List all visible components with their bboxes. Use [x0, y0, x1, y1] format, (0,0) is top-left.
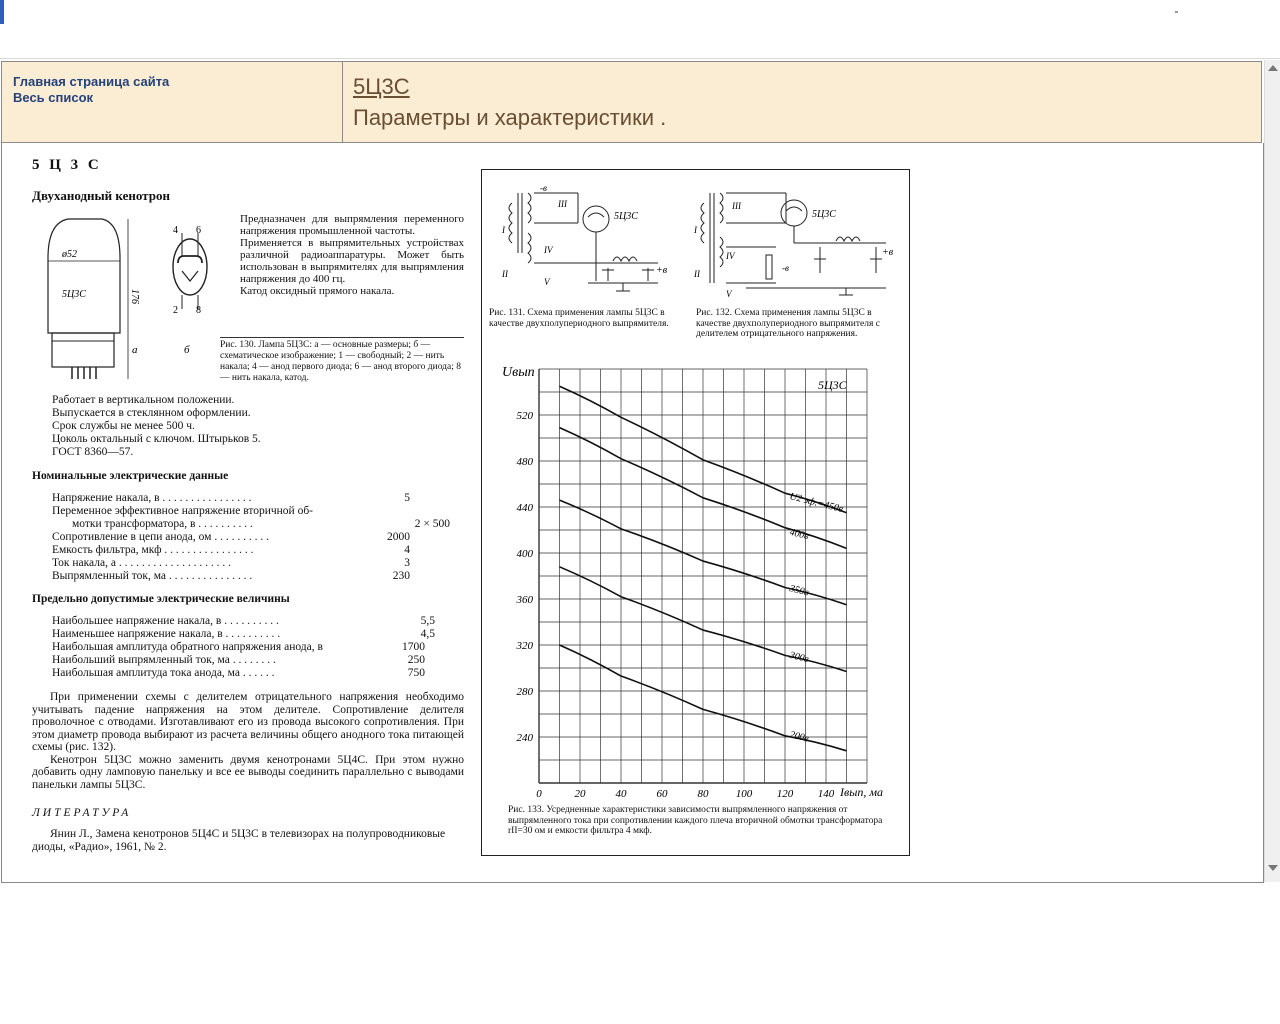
pin-6: 6	[196, 225, 201, 236]
info-line: ГОСТ 8360—57.	[52, 446, 134, 458]
winding-V-132: V	[726, 289, 732, 299]
plus-b-131: +в	[656, 265, 668, 276]
page-subtitle: Параметры и характеристики .	[353, 105, 667, 130]
purpose-3: Катод оксидный прямого накала.	[240, 285, 395, 297]
top-dot	[1175, 11, 1178, 13]
tube-type: Двуханодный кенотрон	[32, 188, 170, 203]
drawing-tube-label: 5Ц3С	[62, 289, 86, 300]
label-b: б	[184, 344, 190, 356]
scroll-up-arrow-icon[interactable]	[1268, 65, 1278, 71]
tube-label-132: 5Ц3С	[812, 209, 836, 220]
y-tick-label: 240	[516, 732, 533, 744]
winding-I-131: I	[502, 225, 505, 235]
series-label: 350в	[788, 583, 810, 599]
notes-text	[32, 691, 464, 791]
y-tick-label: 400	[516, 548, 533, 560]
note-1: При применении схемы с делителем отрицательного напряжения необходимо учитывать падение напряжения на этом делителе. Сопротивление делителя проволочное с отводами. Изготавливают его из провода высокого сопротивления. При этом диаметр провода выбирают из расчета величины общего анодного тока питающей схемы (рис. 132).	[32, 691, 464, 753]
info-line: Срок службы не менее 500 ч.	[52, 420, 195, 432]
chart-tube-tag: 5Ц3С	[818, 378, 847, 392]
literature-heading: ЛИТЕРАТУРА	[32, 807, 132, 819]
datasheet-scan: 5 Ц 3 С Двуханодный кенотрон ø52 5Ц3С 176 а 4 6 2 8 б Предназначен для выпрямления переменного напряжения промышленной частоты. Применяется в выпрямительных устройствах различной радиоаппаратуры. Может быть использован в выпрямителях для выпрямления напряжения до 400 гц. Катод оксидный прямого накала. Рис. 130. Лампа 5Ц3С: а — основные размеры; б — схематическое изображение; 1 — свободный; 2 — нить накала; 4 — анод первого диода; 6 — анод второго диода; 8 — нить накала, катод. Работает в вертикальном положении. Выпускается в стеклянном оформлении. Срок службы не менее 500 ч. Цоколь октальный с ключом. Штырьков 5. ГОСТ 8360—57. Номинальные электрические данные Напряжение накала, в . . . . . . . . . . . . . . . . 5 Переменное эффективное напряжение вторичной об- мотки трансформатора, в . . . . . . . . . . 2 × 500 Сопротивление в цепи анода, ом . . . . . . . . . . 2000 Емкость фильтра, мкф . . . . . . . . . . . . . . . . 4 Ток накала, а . . . . . . . . . . . . . . . . . . . . 3 Выпрямленный ток, ма . . . . . . . . . . . . . . . 230 Предельно допустимые электрические величины Наибольшее напряжение накала, в . . . . . . . . . . 5,5 Наименьшее напряжение накала, в . . . . . . . . . . 4,5 Наибольшая амплитуда обратного напряжения анода, в 1700 Наибольший выпрямленный ток, ма . . . . . . . . 250 Наибольшая амплитуда тока анода, ма . . . . . . 750 При применении схемы с делителем отрицательного напряжения необходимо учитывать падение напряжения на этом делителе. Сопротивление делителя проволочное с отводами. Изготавливают его из провода высокого сопротивления. При этом диаметр провода выбирают из расчета величины общего анодного тока питающей схемы (рис. 132). Кенотрон 5Ц3С можно заменить двумя кенотронами 5Ц4С. При этом нужно добавить одну ламповую панельку и все ее выводы соединить параллельно с выводами панельки лампы 5Ц3С. ЛИТЕРАТУРА Янин Л., Замена кенотронов 5Ц4С и 5Ц3С в телевизорах на полупроводниковые диоды, «Радио», 1961, № 2. 5Ц3С +в -в I II III IV V Рис. 131. Схема применения лампы 5Ц3С в качестве двухполупериодного выпрямителя. 5Ц3С +в -в I II III IV V Рис. 132. Схема применения лампы 5Ц3С в качестве двухполупериодного выпрямителя с делителем отрицательного напряжения. 0 20 40 60 80 100 120 140 240 280 320 360 400 440 480 520 U2 эф.=450в 400в 350в 300в 200в Uвып Iвып, ма 5Ц3С Рис. 133. Усредненные характеристики зависимости выпрямленного напряжения от выпрямленного тока при сопротивлении каждого плеча вторичной обмотки трансформатора rII=30 ом и емкости фильтра 4 мкф.	[2, 143, 1264, 882]
series-label: 200в	[788, 729, 810, 745]
tube-label-131: 5Ц3С	[614, 211, 638, 222]
info-line: Выпускается в стеклянном оформлении.	[52, 407, 251, 419]
purpose-text	[240, 213, 464, 297]
purpose-1: Предназначен для выпрямления переменного напряжения промышленной частоты.	[240, 213, 464, 237]
chart-tick-labels	[516, 410, 835, 800]
winding-III-132: III	[732, 201, 741, 211]
x-tick-label: 0	[536, 788, 542, 800]
page-header	[1, 61, 1262, 143]
full-list-link[interactable]: Весь список	[13, 90, 94, 105]
scroll-down-arrow-icon[interactable]	[1268, 865, 1278, 871]
winding-I-132: I	[694, 225, 697, 235]
schematic-fig131	[488, 173, 678, 303]
title-panel	[343, 62, 1261, 142]
label-a: а	[132, 344, 138, 356]
winding-II-132: II	[694, 269, 700, 279]
vertical-scrollbar[interactable]	[1264, 60, 1280, 882]
info-line: Цоколь октальный с ключом. Штырьков 5.	[52, 433, 261, 445]
y-tick-label: 440	[516, 502, 533, 514]
y-tick-label: 280	[516, 686, 533, 698]
fig131-caption: Рис. 131. Схема применения лампы 5Ц3С в качестве двухполупериодного выпрямителя.	[489, 308, 669, 329]
content-frame	[1, 143, 1264, 883]
limits-heading: Предельно допустимые электрические величины	[32, 593, 290, 605]
x-tick-label: 100	[735, 788, 753, 800]
plus-b-132: +в	[882, 247, 894, 258]
height-label: 176	[129, 289, 140, 304]
x-tick-label: 60	[656, 788, 668, 800]
pin-4: 4	[173, 225, 178, 236]
series-label: U2 эф.=450в	[788, 491, 845, 516]
x-tick-label: 140	[817, 788, 835, 800]
series-label: 400в	[788, 526, 810, 543]
y-tick-label: 480	[516, 456, 533, 468]
y-tick-label: 360	[516, 594, 533, 606]
window-edge-marker	[0, 0, 4, 24]
winding-IV-131: IV	[544, 245, 553, 255]
chart-series-labels	[787, 491, 844, 745]
fig133-caption: Рис. 133. Усредненные характеристики зависимости выпрямленного напряжения от выпрямленного тока при сопротивлении каждого плеча вторичной обмотки трансформатора rII=30 ом и емкости фильтра 4 мкф.	[508, 805, 883, 836]
pin-8: 8	[196, 305, 201, 316]
winding-IV-132: IV	[726, 251, 735, 261]
series-label: 300в	[788, 649, 810, 666]
browser-top-area	[0, 0, 1280, 59]
x-tick-label: 120	[776, 788, 794, 800]
y-tick-label: 320	[516, 640, 533, 652]
winding-III-131: III	[558, 199, 567, 209]
home-link[interactable]: Главная страница сайта	[13, 74, 170, 89]
schematic-fig132	[686, 173, 906, 303]
note-2: Кенотрон 5Ц3С можно заменить двумя кенотронами 5Ц4С. При этом нужно добавить одну ламповую панельку и все ее выводы соединить параллельно с выводами панельки лампы 5Ц3С.	[32, 753, 464, 791]
nav-panel	[2, 62, 343, 142]
info-line: Работает в вертикальном положении.	[52, 394, 235, 406]
x-tick-label: 20	[574, 788, 586, 800]
purpose-2: Применяется в выпрямительных устройствах различной радиоаппаратуры. Может быть использован в выпрямителях для выпрямления напряжения до 400 гц.	[240, 237, 464, 285]
literature-reference: Янин Л., Замена кенотронов 5Ц4С и 5Ц3С в телевизорах на полупроводниковые диоды, «Радио», 1961, № 2.	[32, 828, 446, 853]
page-title[interactable]: 5Ц3С	[353, 74, 410, 99]
pin-2: 2	[173, 305, 178, 316]
y-axis-label: Uвып	[502, 365, 535, 380]
tube-drawing	[32, 213, 222, 393]
minus-b-131: -в	[540, 183, 547, 193]
chart-grid	[539, 369, 867, 783]
minus-b-132: -в	[782, 263, 789, 273]
nominal-heading: Номинальные электрические данные	[32, 470, 229, 482]
characteristics-chart	[492, 351, 902, 806]
diameter-label: ø52	[62, 249, 77, 260]
fig132-caption: Рис. 132. Схема применения лампы 5Ц3С в качестве двухполупериодного выпрямителя с делителем отрицательного напряжения.	[696, 308, 880, 339]
y-tick-label: 520	[516, 410, 533, 422]
winding-V-131: V	[544, 277, 550, 287]
x-tick-label: 80	[697, 788, 709, 800]
x-tick-label: 40	[615, 788, 627, 800]
x-axis-label: Iвып, ма	[840, 785, 883, 799]
winding-II-131: II	[502, 269, 508, 279]
general-info	[52, 394, 261, 459]
tube-name: 5 Ц 3 С	[32, 157, 102, 173]
fig130-caption: Рис. 130. Лампа 5Ц3С: а — основные размеры; б — схематическое изображение; 1 — свободный; 2 — нить накала; 4 — анод первого диода; 6 — анод второго диода; 8 — нить накала, катод.	[220, 337, 464, 384]
